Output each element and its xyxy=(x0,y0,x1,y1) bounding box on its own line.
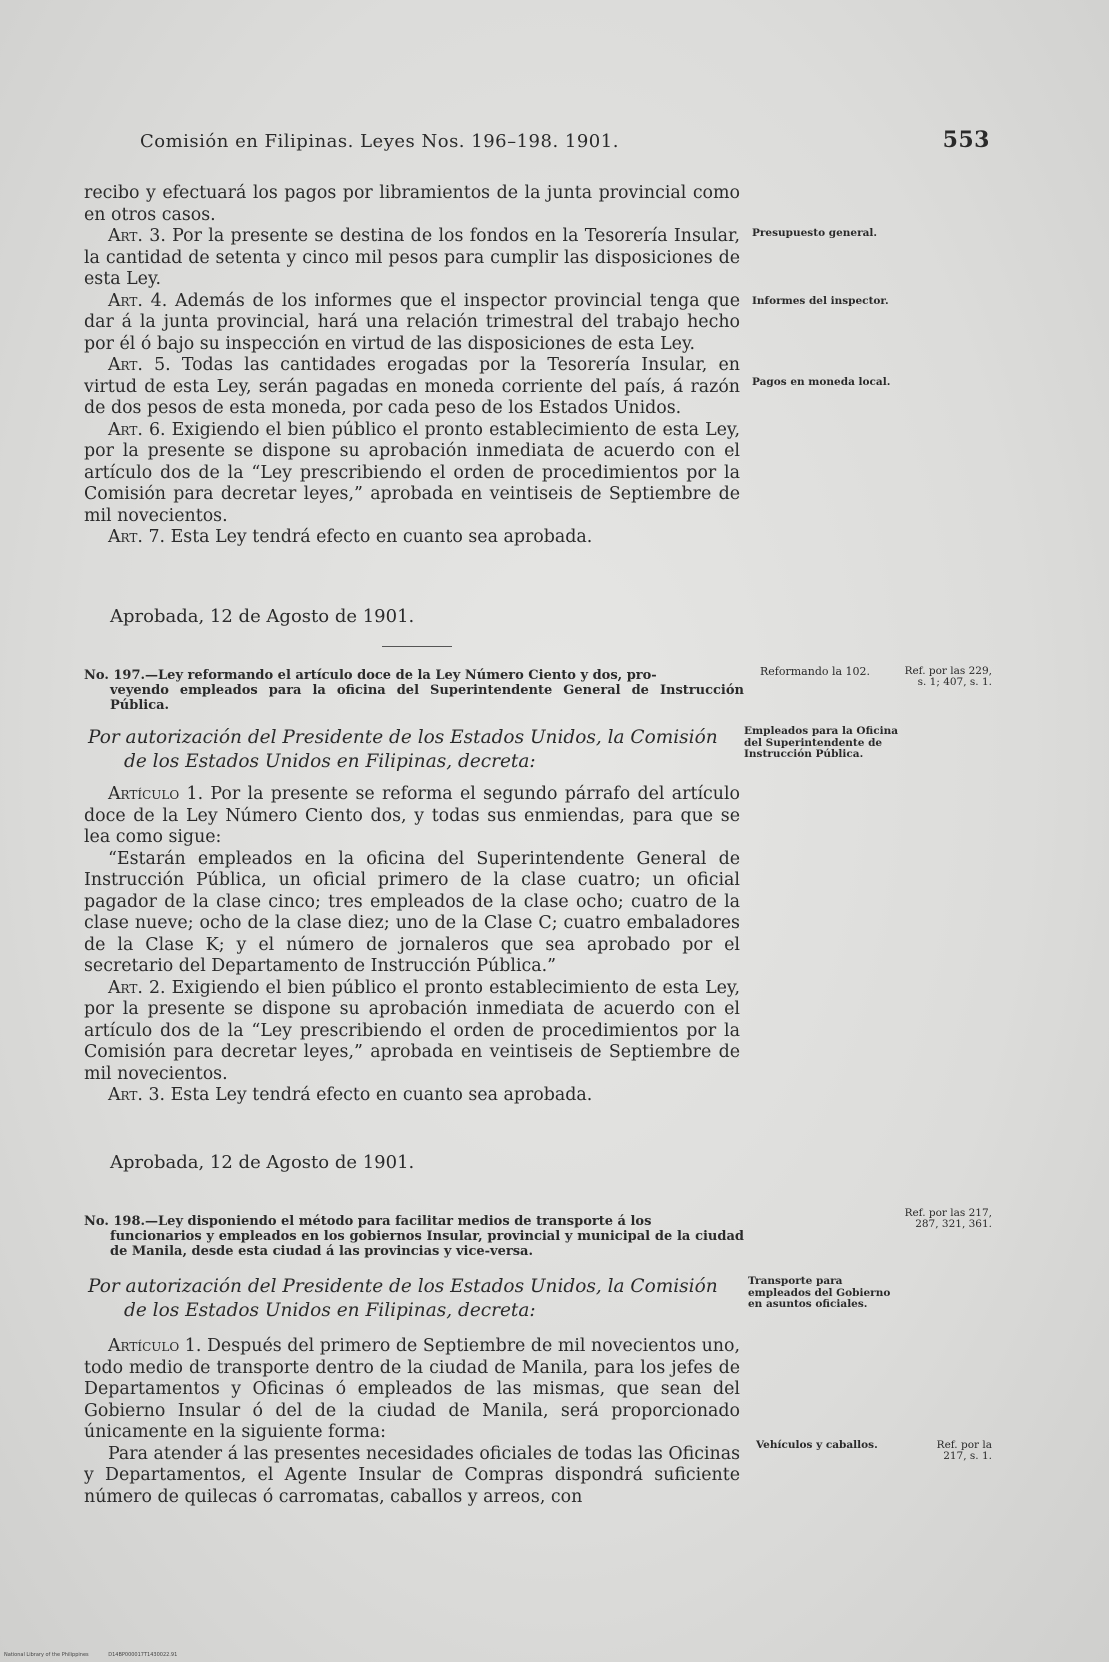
law-198-title: No. 198.—Ley disponiendo el método para facilitar medios de transporte á los funcionarios y empleados en los gobiernos Insular, provincial y municipal de la ciudad de Manila, desde esta ciudad á las provincias y vice-versa. xyxy=(84,1214,744,1259)
sidenote-vehiculos: Vehículos y caballos. xyxy=(756,1439,878,1451)
sidenote-pagos: Pagos en moneda local. xyxy=(752,376,891,388)
section-divider xyxy=(382,646,452,647)
amended-text-quote: “Estarán empleados en la oficina del Superintendente General de Instrucción Pública, un oficial primero de la clase cuatro; un oficial pagador de la clase cinco; tres empleados de la clase ocho; cuatro de la clase nueve; ocho de la clase diez; uno de la Clase C; cuatro embaladores de la Clase K; y el número de jornaleros que sea aprobado por el secretario del Departamento de Instrucción Pública.” xyxy=(84,848,740,976)
article-2: Art. 2. Exigiendo el bien público el pronto establecimiento de esta Ley, por la presente se dispone su aprobación inmediata de acuerdo con el artículo dos de la “Ley prescribiendo el orden de procedimientos por la Comisión para decretar leyes,” aprobada en veintiseis de Septiembre de mil novecientos. xyxy=(84,977,740,1084)
law-197-title: No. 197.—Ley reformando el artículo doce de la Ley Número Ciento y dos, pro- veyendo empleados para la oficina del Superintendente General de Instrucción Pública. xyxy=(84,668,744,713)
sidenote-presupuesto: Presupuesto general. xyxy=(752,227,878,239)
law-198-preamble: Por autorización del Presidente de los Estados Unidos, la Comisión de los Estados Unidos en Filipinas, decreta: xyxy=(88,1276,718,1321)
article-3: Art. 3. Esta Ley tendrá efecto en cuanto sea aprobada. xyxy=(108,1085,593,1105)
law-198-text xyxy=(84,1336,740,1508)
cross-reference-198-2: Ref. por la 217, s. 1. xyxy=(936,1439,992,1462)
article-7: Art. 7. Esta Ley tendrá efecto en cuanto sea aprobada. xyxy=(108,527,593,547)
article-6: Art. 6. Exigiendo el bien público el pronto establecimiento de esta Ley, por la presente se dispone su aprobación inmediata de acuerdo con el artículo dos de la “Ley prescribiendo el orden de procedimientos por la Comisión para decretar leyes,” aprobada en veintiseis de Septiembre de mil novecientos. xyxy=(84,419,740,526)
sidenote-empleados: Empleados para la Oficina del Superintendente de Instrucción Pública. xyxy=(744,725,899,760)
sidenote-reformando: Reformando la 102. xyxy=(760,665,871,678)
law-197-text xyxy=(84,784,740,1107)
article-5: Art. 5. Todas las cantidades erogadas por la Tesorería Insular, en virtud de esta Ley, serán pagadas en moneda corriente del país, á razón de dos pesos de esta moneda, por cada peso de los Estados Unidos. xyxy=(84,355,740,418)
article-3: Art. 3. Por la presente se destina de los fondos en la Tesorería Insular, la cantidad de setenta y cinco mil pesos para cumplir las disposiciones de esta Ley. xyxy=(84,226,740,289)
sidenote-transporte: Transporte para empleados del Gobierno en asuntos oficiales. xyxy=(748,1275,891,1310)
approval-date-197: Aprobada, 12 de Agosto de 1901. xyxy=(110,1152,415,1173)
scan-footer: National Library of the Philippines D14BP000017T1430022.91 xyxy=(4,1652,178,1658)
article-4: Art. 4. Además de los informes que el inspector provincial tenga que dar á la junta provincial, hará una relación trimestral del trabajo hecho por él ó bajo su inspección en virtud de las disposiciones de esta Ley. xyxy=(84,290,740,354)
cross-reference-197: Ref. por las 229, s. 1; 407, s. 1. xyxy=(904,665,992,688)
law-196-text xyxy=(84,183,740,549)
cross-reference-198: Ref. por las 217, 287, 321, 361. xyxy=(904,1207,992,1230)
continuation-paragraph: recibo y efectuará los pagos por libramientos de la junta provincial como en otros casos. xyxy=(84,183,740,225)
article-1: Artículo 1. Por la presente se reforma el segundo párrafo del artículo doce de la Ley Número Ciento dos, y todas sus enmiendas, para que se lea como sigue: xyxy=(84,784,740,847)
article-1-paragraph-2: Para atender á las presentes necesidades oficiales de todas las Oficinas y Departamentos, el Agente Insular de Compras dispondrá suficiente número de quilecas ó carromatas, caballos y arreos, con xyxy=(84,1443,740,1507)
law-197-preamble: Por autorización del Presidente de los Estados Unidos, la Comisión de los Estados Unidos en Filipinas, decreta: xyxy=(88,727,718,772)
sidenote-informes: Informes del inspector. xyxy=(752,295,889,307)
running-title: Comisión en Filipinas. Leyes Nos. 196–198. 1901. xyxy=(140,131,619,152)
approval-date-196: Aprobada, 12 de Agosto de 1901. xyxy=(110,606,415,627)
page-number: 553 xyxy=(942,127,990,153)
article-1: Artículo 1. Después del primero de Septiembre de mil novecientos uno, todo medio de transporte dentro de la ciudad de Manila, para los jefes de Departamentos y Oficinas ó empleados de las mismas, que sean del Gobierno Insular ó del de la ciudad de Manila, será proporcionado únicamente en la siguiente forma: xyxy=(84,1336,740,1442)
